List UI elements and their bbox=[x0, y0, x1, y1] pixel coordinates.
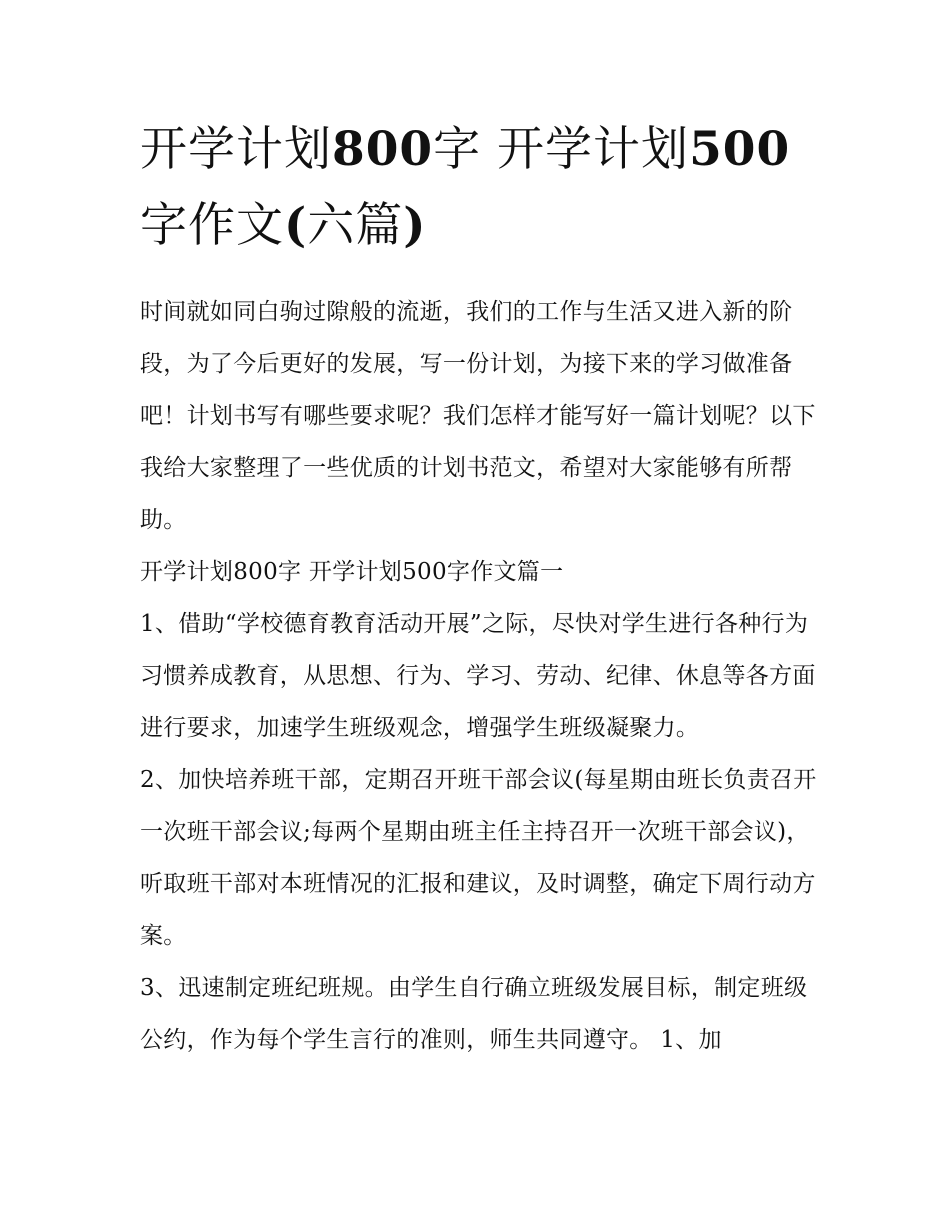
intro-paragraph: 时间就如同白驹过隙般的流逝，我们的工作与生活又进入新的阶段，为了今后更好的发展，写一份计划，为接下来的学习做准备吧！计划书写有哪些要求呢？我们怎样才能写好一篇计划呢？以下我给大家整理了一些优质的计划书范文，希望对大家能够有所帮助。 bbox=[140, 299, 816, 533]
document-title: 开学计划800字 开学计划500字作文(六篇) bbox=[140, 122, 791, 253]
document-body bbox=[140, 112, 820, 1066]
list-item-3: 3、迅速制定班纪班规。由学生自行确立班级发展目标，制定班级公约，作为每个学生言行的准则，师生共同遵守。 1、加 bbox=[140, 975, 808, 1053]
list-item-1: 1、借助“学校德育教育活动开展”之际，尽快对学生进行各种行为习惯养成教育，从思想、行为、学习、劳动、纪律、休息等各方面进行要求，加速学生班级观念，增强学生班级凝聚力。 bbox=[140, 611, 816, 741]
section-heading: 开学计划800字 开学计划500字作文篇一 bbox=[140, 559, 564, 585]
list-item-2: 2、加快培养班干部，定期召开班干部会议(每星期由班长负责召开一次班干部会议;每两个星期由班主任主持召开一次班干部会议)，听取班干部对本班情况的汇报和建议，及时调整，确定下周行动方案。 bbox=[140, 767, 817, 949]
